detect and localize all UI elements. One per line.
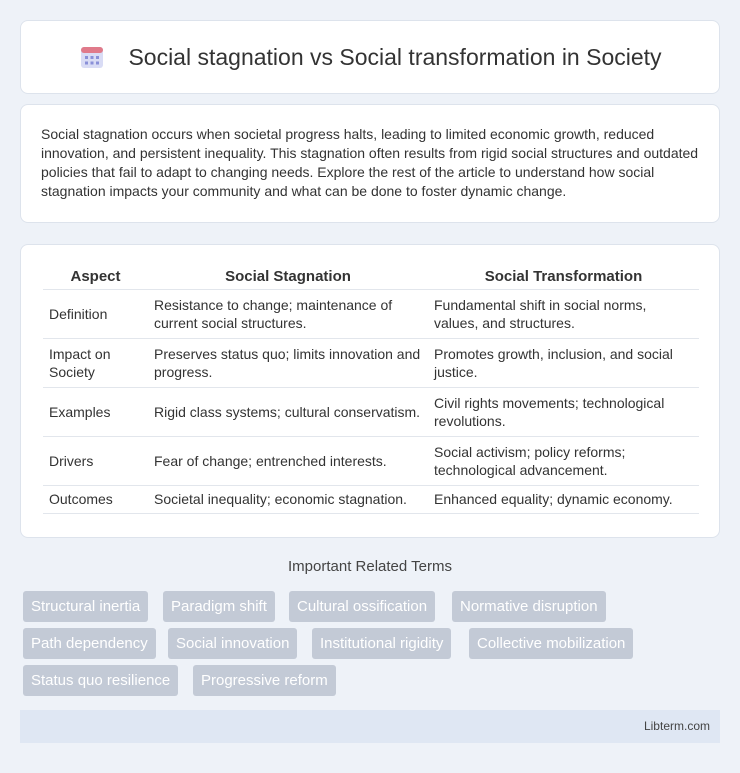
footer-site-link[interactable]: Libterm.com [643, 719, 710, 733]
aspect-cell: Outcomes [43, 485, 148, 513]
comparison-table [43, 265, 699, 514]
header-card [20, 20, 720, 94]
related-term-tag[interactable]: Progressive reform [193, 665, 336, 696]
related-term-tag[interactable]: Collective mobilization [469, 628, 633, 659]
table-row [43, 338, 699, 387]
related-term-tag[interactable]: Cultural ossification [289, 591, 435, 622]
related-term-tag[interactable]: Institutional rigidity [312, 628, 451, 659]
intro-text: Social stagnation occurs when societal progress halts, leading to limited economic growth, reduced innovation, and persistent inequality. This stagnation often results from rigid social structures and outdated policies that fail to adapt to changing needs. Explore the rest of the article to understand how social stagnation impacts your community and what can be done to foster dynamic change. [41, 126, 699, 199]
page-title: Social stagnation vs Social transformation in Society [128, 43, 662, 70]
table-row [43, 289, 699, 338]
aspect-cell: Definition [43, 289, 148, 338]
related-term-tag[interactable]: Paradigm shift [163, 591, 275, 622]
related-term-tag[interactable]: Social innovation [168, 628, 297, 659]
stagnation-cell: Rigid class systems; cultural conservatism. [148, 387, 428, 436]
related-term-tag[interactable]: Status quo resilience [23, 665, 178, 696]
related-term-tag[interactable]: Structural inertia [23, 591, 148, 622]
table-row [43, 436, 699, 485]
table-header-row [43, 265, 699, 289]
stagnation-cell: Fear of change; entrenched interests. [148, 436, 428, 485]
transformation-cell: Social activism; policy reforms; technological advancement. [428, 436, 699, 485]
stagnation-cell: Preserves status quo; limits innovation and progress. [148, 338, 428, 387]
comparison-card [20, 244, 720, 538]
intro-card [20, 104, 720, 223]
transformation-cell: Enhanced equality; dynamic economy. [428, 485, 699, 513]
footer [20, 710, 720, 743]
transformation-cell: Promotes growth, inclusion, and social justice. [428, 338, 699, 387]
aspect-cell: Examples [43, 387, 148, 436]
column-header-stagnation: Social Stagnation [148, 265, 428, 289]
table-row [43, 485, 699, 513]
column-header-aspect: Aspect [43, 265, 148, 289]
column-header-transformation: Social Transformation [428, 265, 699, 289]
related-term-tag[interactable]: Path dependency [23, 628, 156, 659]
table-row [43, 387, 699, 436]
related-terms-title: Important Related Terms [288, 558, 452, 575]
related-term-tag[interactable]: Normative disruption [452, 591, 606, 622]
document-icon [78, 43, 106, 71]
stagnation-cell: Resistance to change; maintenance of current social structures. [148, 289, 428, 338]
transformation-cell: Civil rights movements; technological revolutions. [428, 387, 699, 436]
transformation-cell: Fundamental shift in social norms, values, and structures. [428, 289, 699, 338]
aspect-cell: Impact on Society [43, 338, 148, 387]
stagnation-cell: Societal inequality; economic stagnation. [148, 485, 428, 513]
aspect-cell: Drivers [43, 436, 148, 485]
